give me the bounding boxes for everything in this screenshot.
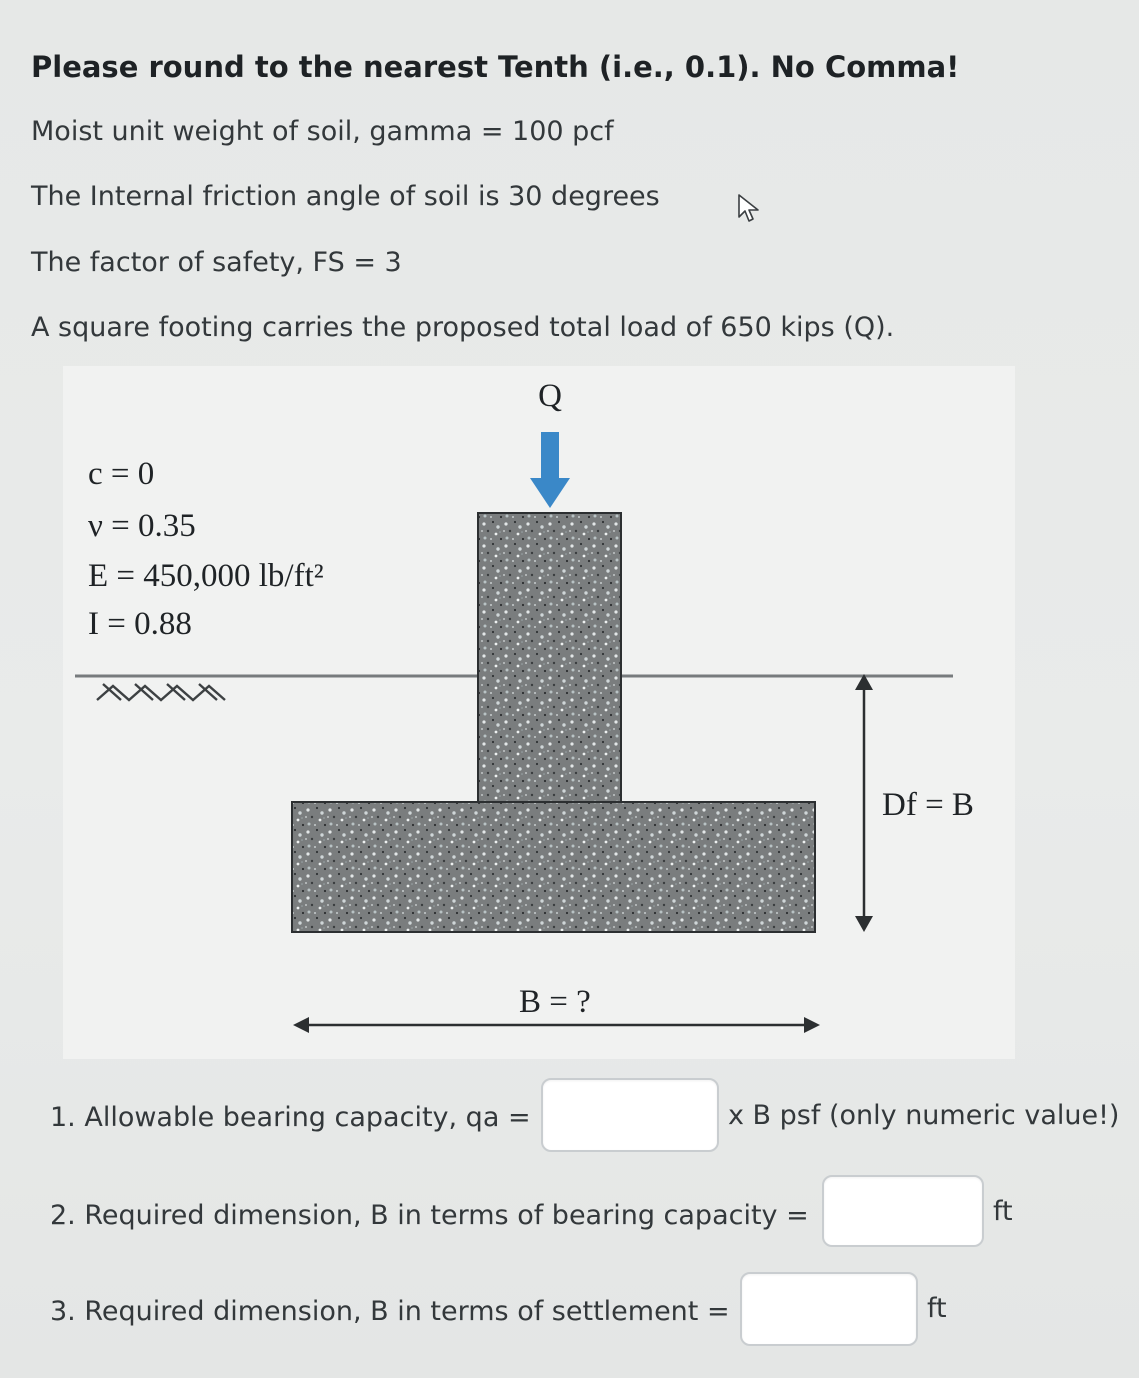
bearing-capacity-answer-field[interactable] [541,1078,719,1152]
influence-factor-label: I = 0.88 [88,606,192,642]
poisson-ratio-label: ν = 0.35 [88,508,196,544]
question-1-unit: x B psf (only numeric value!) [728,1100,1120,1131]
cohesion-label: c = 0 [88,456,155,492]
question-3-label: 3. Required dimension, B in terms of settlement = [50,1296,730,1327]
b-bearing-capacity-answer-field[interactable] [822,1175,984,1247]
factor-of-safety-text: The factor of safety, FS = 3 [31,247,402,278]
footing-base [292,802,815,932]
question-2-label: 2. Required dimension, B in terms of bearing capacity = [50,1200,809,1231]
question-3-unit: ft [927,1293,947,1324]
ground-hatch [97,684,225,700]
footing-column [478,513,621,803]
load-label: Q [538,378,562,414]
instructions-heading: Please round to the nearest Tenth (i.e., 0.1). No Comma! [31,50,960,84]
footing-diagram [63,366,1015,1059]
b-settlement-answer-field[interactable] [740,1272,918,1346]
question-2-unit: ft [993,1196,1013,1227]
width-label: B = ? [519,984,591,1020]
elastic-modulus-label: E = 450,000 lb/ft² [88,558,324,594]
friction-angle-text: The Internal friction angle of soil is 30 degrees [31,181,660,212]
question-1-label: 1. Allowable bearing capacity, qa = [50,1102,531,1133]
soil-unit-weight-text: Moist unit weight of soil, gamma = 100 pcf [31,116,614,147]
footing-load-text: A square footing carries the proposed total load of 650 kips (Q). [31,312,895,343]
down-arrow-icon [530,432,570,508]
depth-label: Df = B [882,787,974,823]
mouse-pointer-icon [737,193,767,225]
